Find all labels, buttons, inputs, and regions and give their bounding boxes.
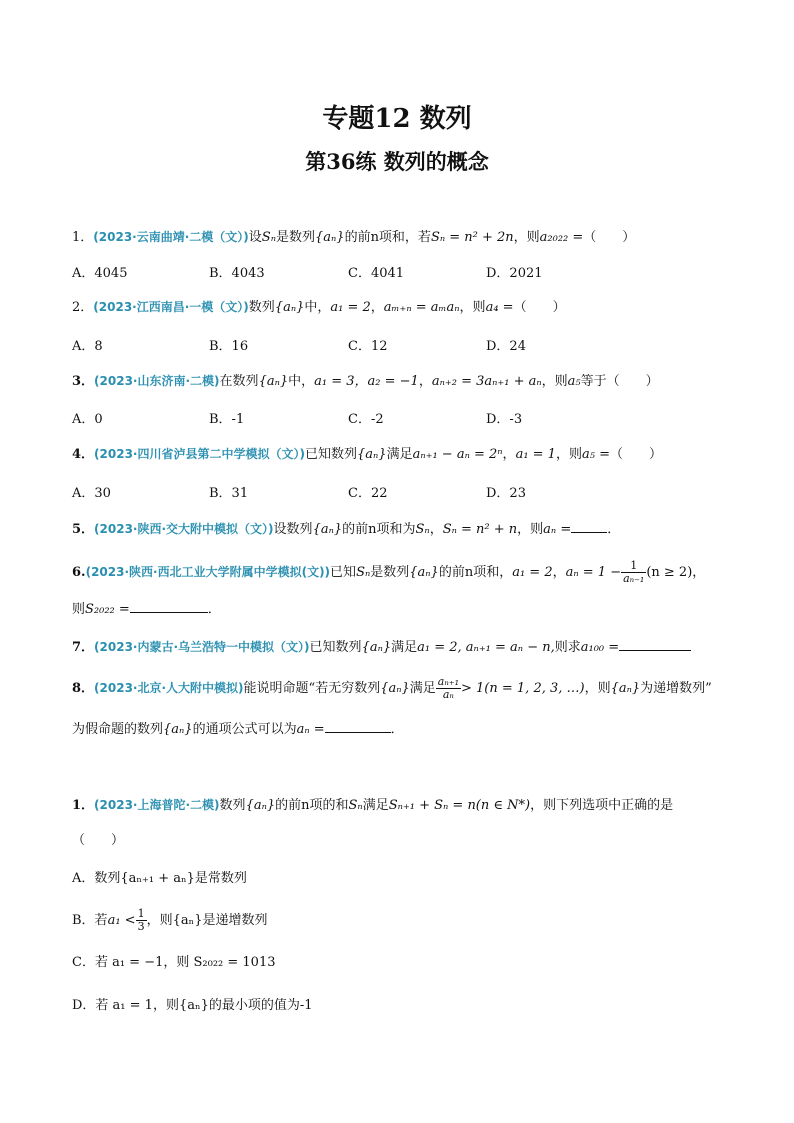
page-title: 专题12 数列 xyxy=(322,104,472,134)
option-b: B．16 xyxy=(209,339,249,354)
option-a: A．4045 xyxy=(72,266,128,281)
fraction: $\frac{1}{\text{aₙ₋₁}}$ xyxy=(623,559,645,585)
fraction: $\frac{1}{3}$ xyxy=(137,907,145,933)
answer-blank[interactable] xyxy=(619,636,691,651)
option-b: B．31 xyxy=(209,486,249,501)
multi-option-a: A．数列{aₙ₊₁ + aₙ}是常数列 xyxy=(72,871,247,886)
option-b: B．-1 xyxy=(209,412,245,427)
question-6-line-2: 则S₂₀₂₂ = ． xyxy=(72,598,732,621)
multi-question-1-paren: （ ） xyxy=(72,833,125,848)
option-d: D．24 xyxy=(486,339,526,354)
option-d: D．2021 xyxy=(486,266,543,281)
question-source: (2023·江西南昌·一模（文）) xyxy=(93,300,249,314)
option-d: D．23 xyxy=(486,486,526,501)
answer-blank[interactable] xyxy=(571,518,607,533)
question-source: (2023·云南曲靖·二模（文）) xyxy=(93,230,249,244)
question-2: 2．(2023·江西南昌·一模（文）)数列{aₙ}中，a₁ = 2，aₘ₊ₙ = aₘaₙ，则a₄ =（ ） xyxy=(72,300,566,315)
multi-question-1: 1．(2023·上海普陀·二模)数列{aₙ}的前n项的和Sₙ满足Sₙ₊₁ + Sₙ = n(n ∈ N*)，则下列选项中正确的是 xyxy=(72,798,674,813)
question-source: (2023·山东济南·二模) xyxy=(94,374,220,388)
answer-blank[interactable] xyxy=(325,718,391,733)
option-a: A．8 xyxy=(72,339,103,354)
question-source: (2023·内蒙古·乌兰浩特一中模拟（文）) xyxy=(94,640,310,654)
question-4: 4．(2023·四川省泸县第二中学模拟（文）)已知数列{aₙ}满足aₙ₊₁ − aₙ = 2ⁿ，a₁ = 1，则a₅ =（ ） xyxy=(72,447,662,462)
question-3: 3．(2023·山东济南·二模)在数列{aₙ}中，a₁ = 3，a₂ = −1，aₙ₊₂ = 3aₙ₊₁ + aₙ，则a₅等于（ ） xyxy=(72,374,659,389)
answer-blank[interactable] xyxy=(130,598,208,613)
question-1: 1．(2023·云南曲靖·二模（文）)设Sₙ是数列{aₙ}的前n项和，若Sₙ = n² + 2n，则a₂₀₂₂ =（ ） xyxy=(72,230,636,245)
option-c: C．4041 xyxy=(348,266,405,281)
option-a: A．30 xyxy=(72,486,111,501)
question-source: (2023·陕西·交大附中模拟（文）) xyxy=(94,522,274,536)
question-source: (2023·上海普陀·二模) xyxy=(94,798,220,812)
question-source: (2023·陕西·西北工业大学附属中学模拟(文)) xyxy=(85,565,331,579)
question-source: (2023·北京·人大附中模拟) xyxy=(94,681,244,695)
option-c: C．12 xyxy=(348,339,388,354)
question-8-line-2: 为假命题的数列{aₙ}的通项公式可以为aₙ = ． xyxy=(72,718,732,741)
page-subtitle: 第36练 数列的概念 xyxy=(305,149,489,174)
question-5: 5．(2023·陕西·交大附中模拟（文）)设数列{aₙ}的前n项和为Sₙ，Sₙ = n² + n，则aₙ = ． xyxy=(72,518,732,541)
option-b: B．4043 xyxy=(209,266,265,281)
question-6: 6.(2023·陕西·西北工业大学附属中学模拟(文))已知Sₙ是数列{aₙ}的前n项和，a₁ = 2，aₙ = 1 − $\frac{1}{\text{aₙ₋₁}}$ (n ≥ 2)， xyxy=(72,559,706,585)
option-d: D．-3 xyxy=(486,412,523,427)
question-8: 8．(2023·北京·人大附中模拟)能说明命题“若无穷数列{aₙ}满足 $\frac{\text{aₙ₊₁}}{\text{aₙ}}$ > 1(n = 1, 2, 3, …)，则{aₙ}为递增数列” xyxy=(72,675,712,701)
question-7: 7．(2023·内蒙古·乌兰浩特一中模拟（文）)已知数列{aₙ}满足a₁ = 2, aₙ₊₁ = aₙ − n,则求a₁₀₀ = xyxy=(72,636,732,659)
multi-option-c: C．若 a₁ = −1，则 S₂₀₂₂ = 1013 xyxy=(72,955,276,970)
multi-option-b: B．若a₁ < $\frac{1}{3}$ ，则{aₙ}是递增数列 xyxy=(72,907,268,933)
option-c: C．-2 xyxy=(348,412,384,427)
multi-option-d: D．若 a₁ = 1，则{aₙ}的最小项的值为-1 xyxy=(72,998,313,1013)
fraction: $\frac{\text{aₙ₊₁}}{\text{aₙ}}$ xyxy=(437,675,460,701)
question-source: (2023·四川省泸县第二中学模拟（文）) xyxy=(94,447,305,461)
option-c: C．22 xyxy=(348,486,388,501)
option-a: A．0 xyxy=(72,412,103,427)
